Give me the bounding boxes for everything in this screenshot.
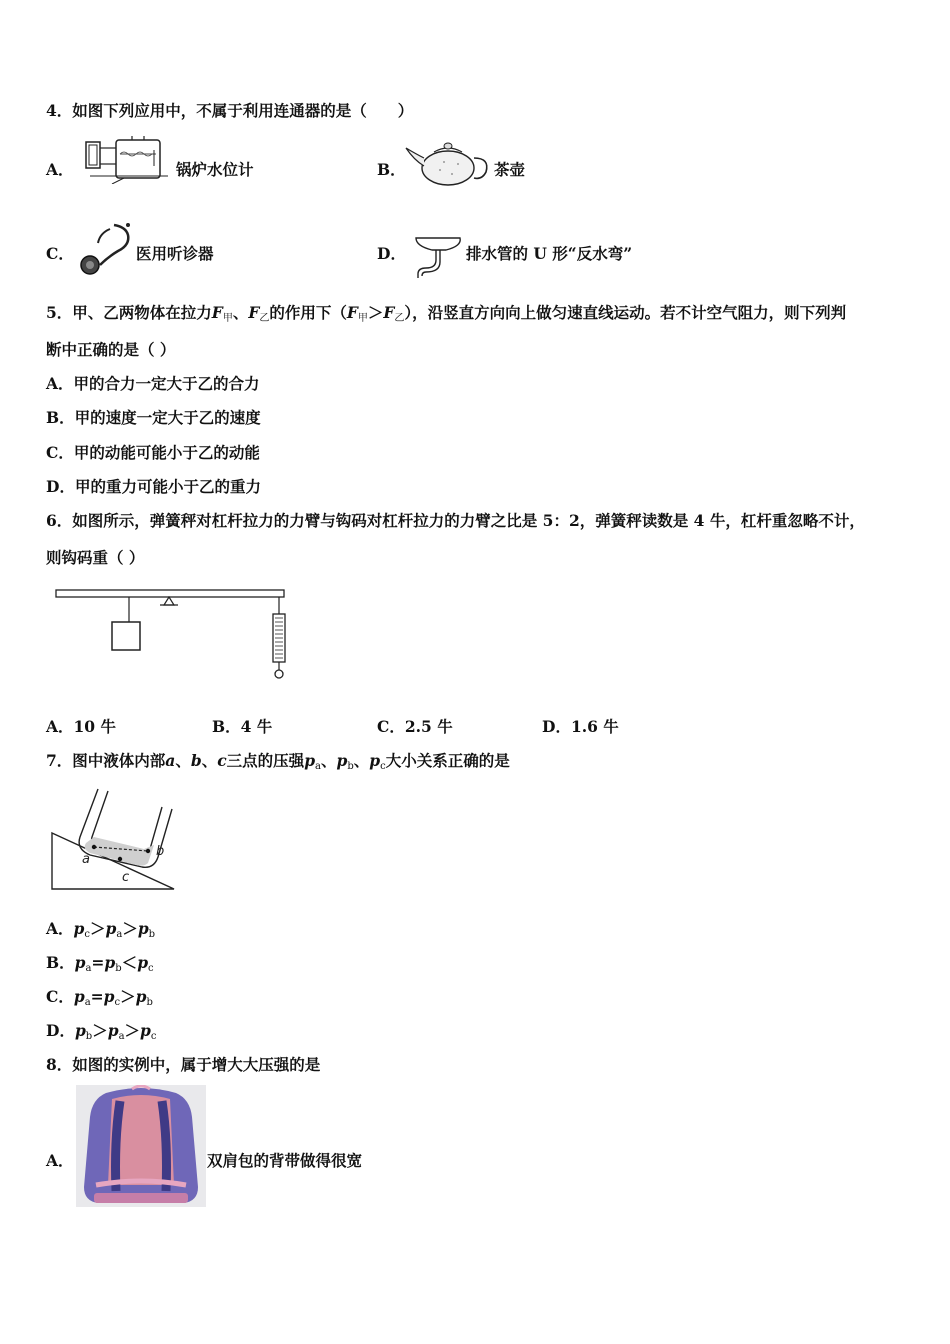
q5-option-a: A．甲的合力一定大于乙的合力 — [46, 374, 260, 393]
q5-stem-line2: 断中正确的是（ ） — [46, 340, 176, 359]
q4-option-c-text: 医用听诊器 — [136, 244, 214, 263]
teapot-image — [404, 140, 494, 188]
q6-option-a: A．10 牛 — [46, 717, 116, 736]
q6-option-d: D．1.6 牛 — [542, 717, 619, 736]
q6-option-c: C．2.5 牛 — [377, 717, 453, 736]
boiler-gauge-image — [84, 136, 170, 184]
point-a-label: a — [82, 852, 90, 867]
q4-option-c-mark: C． — [46, 244, 74, 263]
q8-option-a-mark: A． — [46, 1151, 74, 1170]
q8-stem: 8．如图的实例中，属于增大大压强的是 — [46, 1055, 321, 1074]
q6-stem-line2: 则钩码重（ ） — [46, 548, 145, 567]
q6-stem-line1: 6．如图所示，弹簧秤对杠杆拉力的力臂与钩码对杠杆拉力的力臂之比是 5：2，弹簧秤读数是 4 牛，杠杆重忽略不计， — [46, 511, 865, 530]
q7-option-d: D．$p_b>p_a>p_c$ — [46, 1021, 157, 1042]
q4-option-a-text: 锅炉水位计 — [176, 160, 254, 179]
q5-option-b: B．甲的速度一定大于乙的速度 — [46, 408, 261, 427]
point-b-label: b — [156, 844, 165, 859]
q4-option-b-text: 茶壶 — [494, 160, 526, 179]
q8-option-a-text: 双肩包的背带做得很宽 — [207, 1151, 363, 1170]
q4-option-b-mark: B． — [377, 160, 406, 179]
q7-option-a: A．$p_c>p_a>p_b$ — [46, 919, 156, 940]
backpack-photo — [76, 1085, 206, 1207]
u-tube-on-incline-diagram — [50, 787, 178, 893]
q7-option-c: C．$p_a=p_c>p_b$ — [46, 987, 153, 1008]
stethoscope-image — [76, 221, 136, 277]
point-c-label: c — [122, 870, 130, 885]
q5-option-c: C．甲的动能可能小于乙的动能 — [46, 443, 260, 462]
q4-option-a-mark: A． — [46, 160, 74, 179]
q4-option-d-text: 排水管的 U 形“反水弯” — [466, 244, 633, 263]
lever-diagram — [54, 586, 294, 684]
drain-trap-image — [406, 236, 464, 278]
q7-stem: 7．图中液体内部a、b、c三点的压强$p_a$、$p_b$、$p_c$大小关系正确的是 — [46, 751, 510, 772]
q4-option-d-mark: D． — [377, 244, 406, 263]
q7-option-b: B．$p_a=p_b<p_c$ — [46, 953, 154, 974]
q4-stem: 4．如图下列应用中，不属于利用连通器的是（ ） — [46, 101, 414, 120]
q6-option-b: B．4 牛 — [212, 717, 273, 736]
q5-stem-line1: 5．甲、乙两物体在拉力$F_甲$、$F_乙$的作用下$(F_甲>F_乙)$，沿竖直方向向上做匀速直线运动。若不计空气阻力，则下列判 — [46, 303, 847, 324]
q5-option-d: D．甲的重力可能小于乙的重力 — [46, 477, 261, 496]
